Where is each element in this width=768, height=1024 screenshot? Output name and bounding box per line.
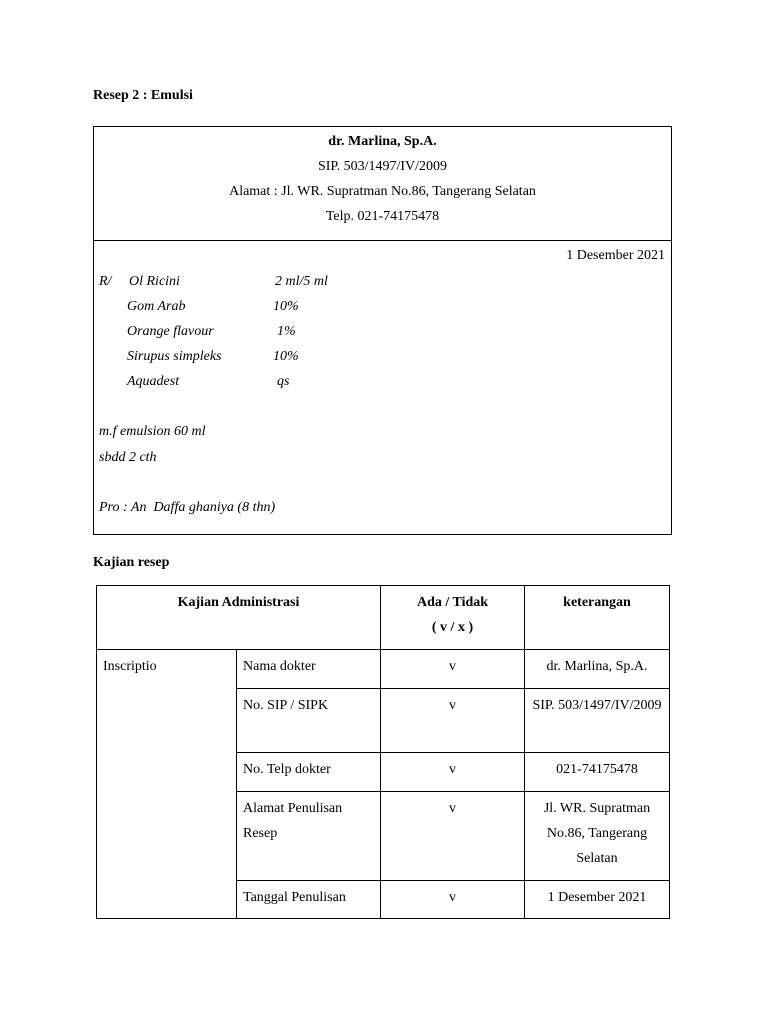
- ingredient-name: Ol Ricini: [129, 274, 180, 289]
- doctor-address: Alamat : Jl. WR. Supratman No.86, Tangerang Selatan: [229, 184, 536, 199]
- doctor-sip: SIP. 503/1497/IV/2009: [317, 159, 448, 174]
- keterangan-cell: dr. Marlina, Sp.A.: [525, 650, 670, 689]
- check-cell: v: [381, 689, 525, 753]
- prescription-box: [93, 126, 672, 535]
- kajian-table: [96, 585, 670, 919]
- item-cell: Tanggal Penulisan: [237, 881, 381, 919]
- check-cell: v: [381, 881, 525, 919]
- patient-info: Pro : An Daffa ghaniya (8 thn): [99, 500, 276, 515]
- item-cell: Nama dokter: [237, 650, 381, 689]
- header-ada-line2: ( v / x ): [431, 620, 474, 635]
- ingredient-name: Aquadest: [127, 374, 180, 389]
- item-cell: No. Telp dokter: [237, 753, 381, 792]
- ingredient-name: Sirupus simpleks: [127, 349, 222, 364]
- check-cell: v: [381, 792, 525, 881]
- kajian-title: Kajian resep: [93, 555, 170, 570]
- keterangan-cell: Jl. WR. Supratman No.86, Tangerang Selatan: [525, 792, 670, 881]
- ingredient-amount: 10%: [273, 349, 299, 364]
- header-keterangan: keterangan: [525, 586, 670, 650]
- ingredient-amount: 10%: [273, 299, 299, 314]
- table-header-row: [97, 586, 670, 650]
- keterangan-cell: 1 Desember 2021: [525, 881, 670, 919]
- table-row: [97, 650, 670, 689]
- ingredient-name: Orange flavour: [127, 324, 214, 339]
- r-symbol: R/: [99, 274, 112, 289]
- header-kajian-administrasi: Kajian Administrasi: [97, 586, 381, 650]
- item-cell: No. SIP / SIPK: [237, 689, 381, 753]
- keterangan-cell: SIP. 503/1497/IV/2009: [525, 689, 670, 753]
- section-title: Resep 2 : Emulsi: [93, 88, 193, 103]
- mf-instruction: m.f emulsion 60 ml: [99, 424, 206, 439]
- ingredient-amount: qs: [277, 374, 290, 389]
- doctor-name: dr. Marlina, Sp.A.: [328, 134, 437, 149]
- prescription-date: 1 Desember 2021: [566, 248, 665, 263]
- signa: sbdd 2 cth: [99, 450, 157, 465]
- check-cell: v: [381, 753, 525, 792]
- header-divider: [94, 240, 671, 241]
- header-ada-line1: Ada / Tidak: [416, 595, 489, 610]
- ingredient-name: Gom Arab: [127, 299, 186, 314]
- ingredient-amount: 2 ml/5 ml: [275, 274, 328, 289]
- ingredient-amount: 1%: [277, 324, 296, 339]
- header-ada-tidak: [381, 586, 525, 650]
- keterangan-cell: 021-74175478: [525, 753, 670, 792]
- doctor-phone: Telp. 021-74175478: [325, 209, 440, 224]
- item-cell: Alamat Penulisan Resep: [237, 792, 381, 881]
- category-cell: Inscriptio: [97, 650, 237, 919]
- check-cell: v: [381, 650, 525, 689]
